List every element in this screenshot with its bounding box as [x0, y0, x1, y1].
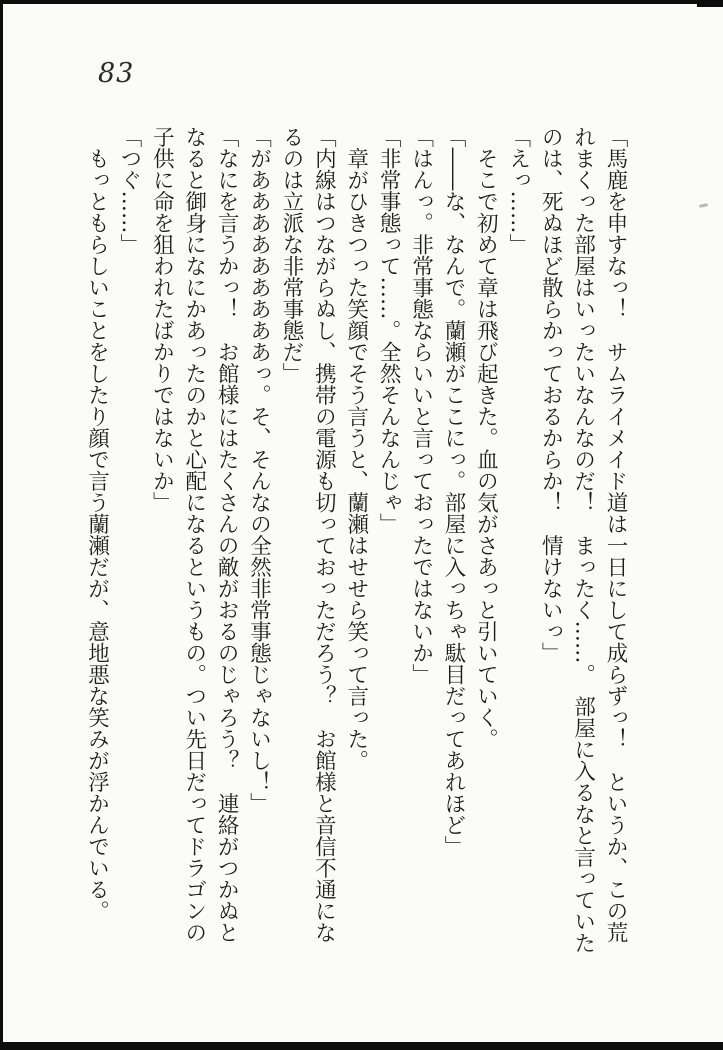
text-line: 「があああああああああっ。そ、そんなの全然非常事態じゃないし！」: [246, 126, 272, 814]
text-line: 「なにを言うかっ！ お館様にはたくさんの敵がおるのじゃろう？ 連絡がつかぬと: [214, 126, 240, 943]
text-line: 子供に命を狙われたばかりではないか」: [149, 126, 175, 513]
text-line: 「はんっ。非常事態ならいいと言っておったではないか」: [408, 126, 434, 685]
body-text: [80, 126, 631, 1018]
text-line: 「えっ……」: [505, 126, 531, 255]
text-line: 「内線はつながらぬし、携帯の電源も切っておっただろう？ お館様と音信不通にな: [311, 126, 337, 943]
text-line: そこで初めて章は飛び起きた。血の気がさあっと引いていく。: [473, 126, 499, 750]
text-line: 「――な、なんで。蘭瀬がここにっ。部屋に入っちゃ駄目だってあれほど」: [440, 126, 466, 857]
text-line: 章がひきつった笑顔でそう言うと、蘭瀬はせせら笑って言った。: [343, 126, 369, 771]
text-line: もっともらしいことをしたり顔で言う蘭瀬だが、意地悪な笑みが浮かんでいる。: [84, 126, 110, 922]
text-line: るのは立派な非常事態だ」: [278, 126, 304, 384]
scan-speck: [699, 203, 708, 208]
scan-edge-corner: [697, 0, 723, 7]
text-line: 「つぐ……」: [116, 126, 142, 255]
text-line: れまくった部屋はいったいなんなのだ！ まったく……。 部屋に入るなと言っていた: [570, 126, 596, 954]
text-line: なると御身になにかあったのかと心配になるというもの。つい先日だってドラゴンの: [181, 126, 207, 943]
text-line: 「馬鹿を申すなっ！ サムライメイド道は一日にして成らずっ！ というか、この荒: [603, 126, 628, 943]
page-number: 83: [98, 58, 135, 89]
scan-edge-left: [0, 0, 3, 1050]
text-line: のは、死ぬほど散らかっておるからか！ 情けないっ」: [538, 126, 564, 664]
text-line: 「非常事態って……。全然そんなんじゃ」: [376, 126, 402, 535]
scan-edge-top: [0, 0, 723, 4]
scan-edge-bottom: [0, 1042, 723, 1050]
